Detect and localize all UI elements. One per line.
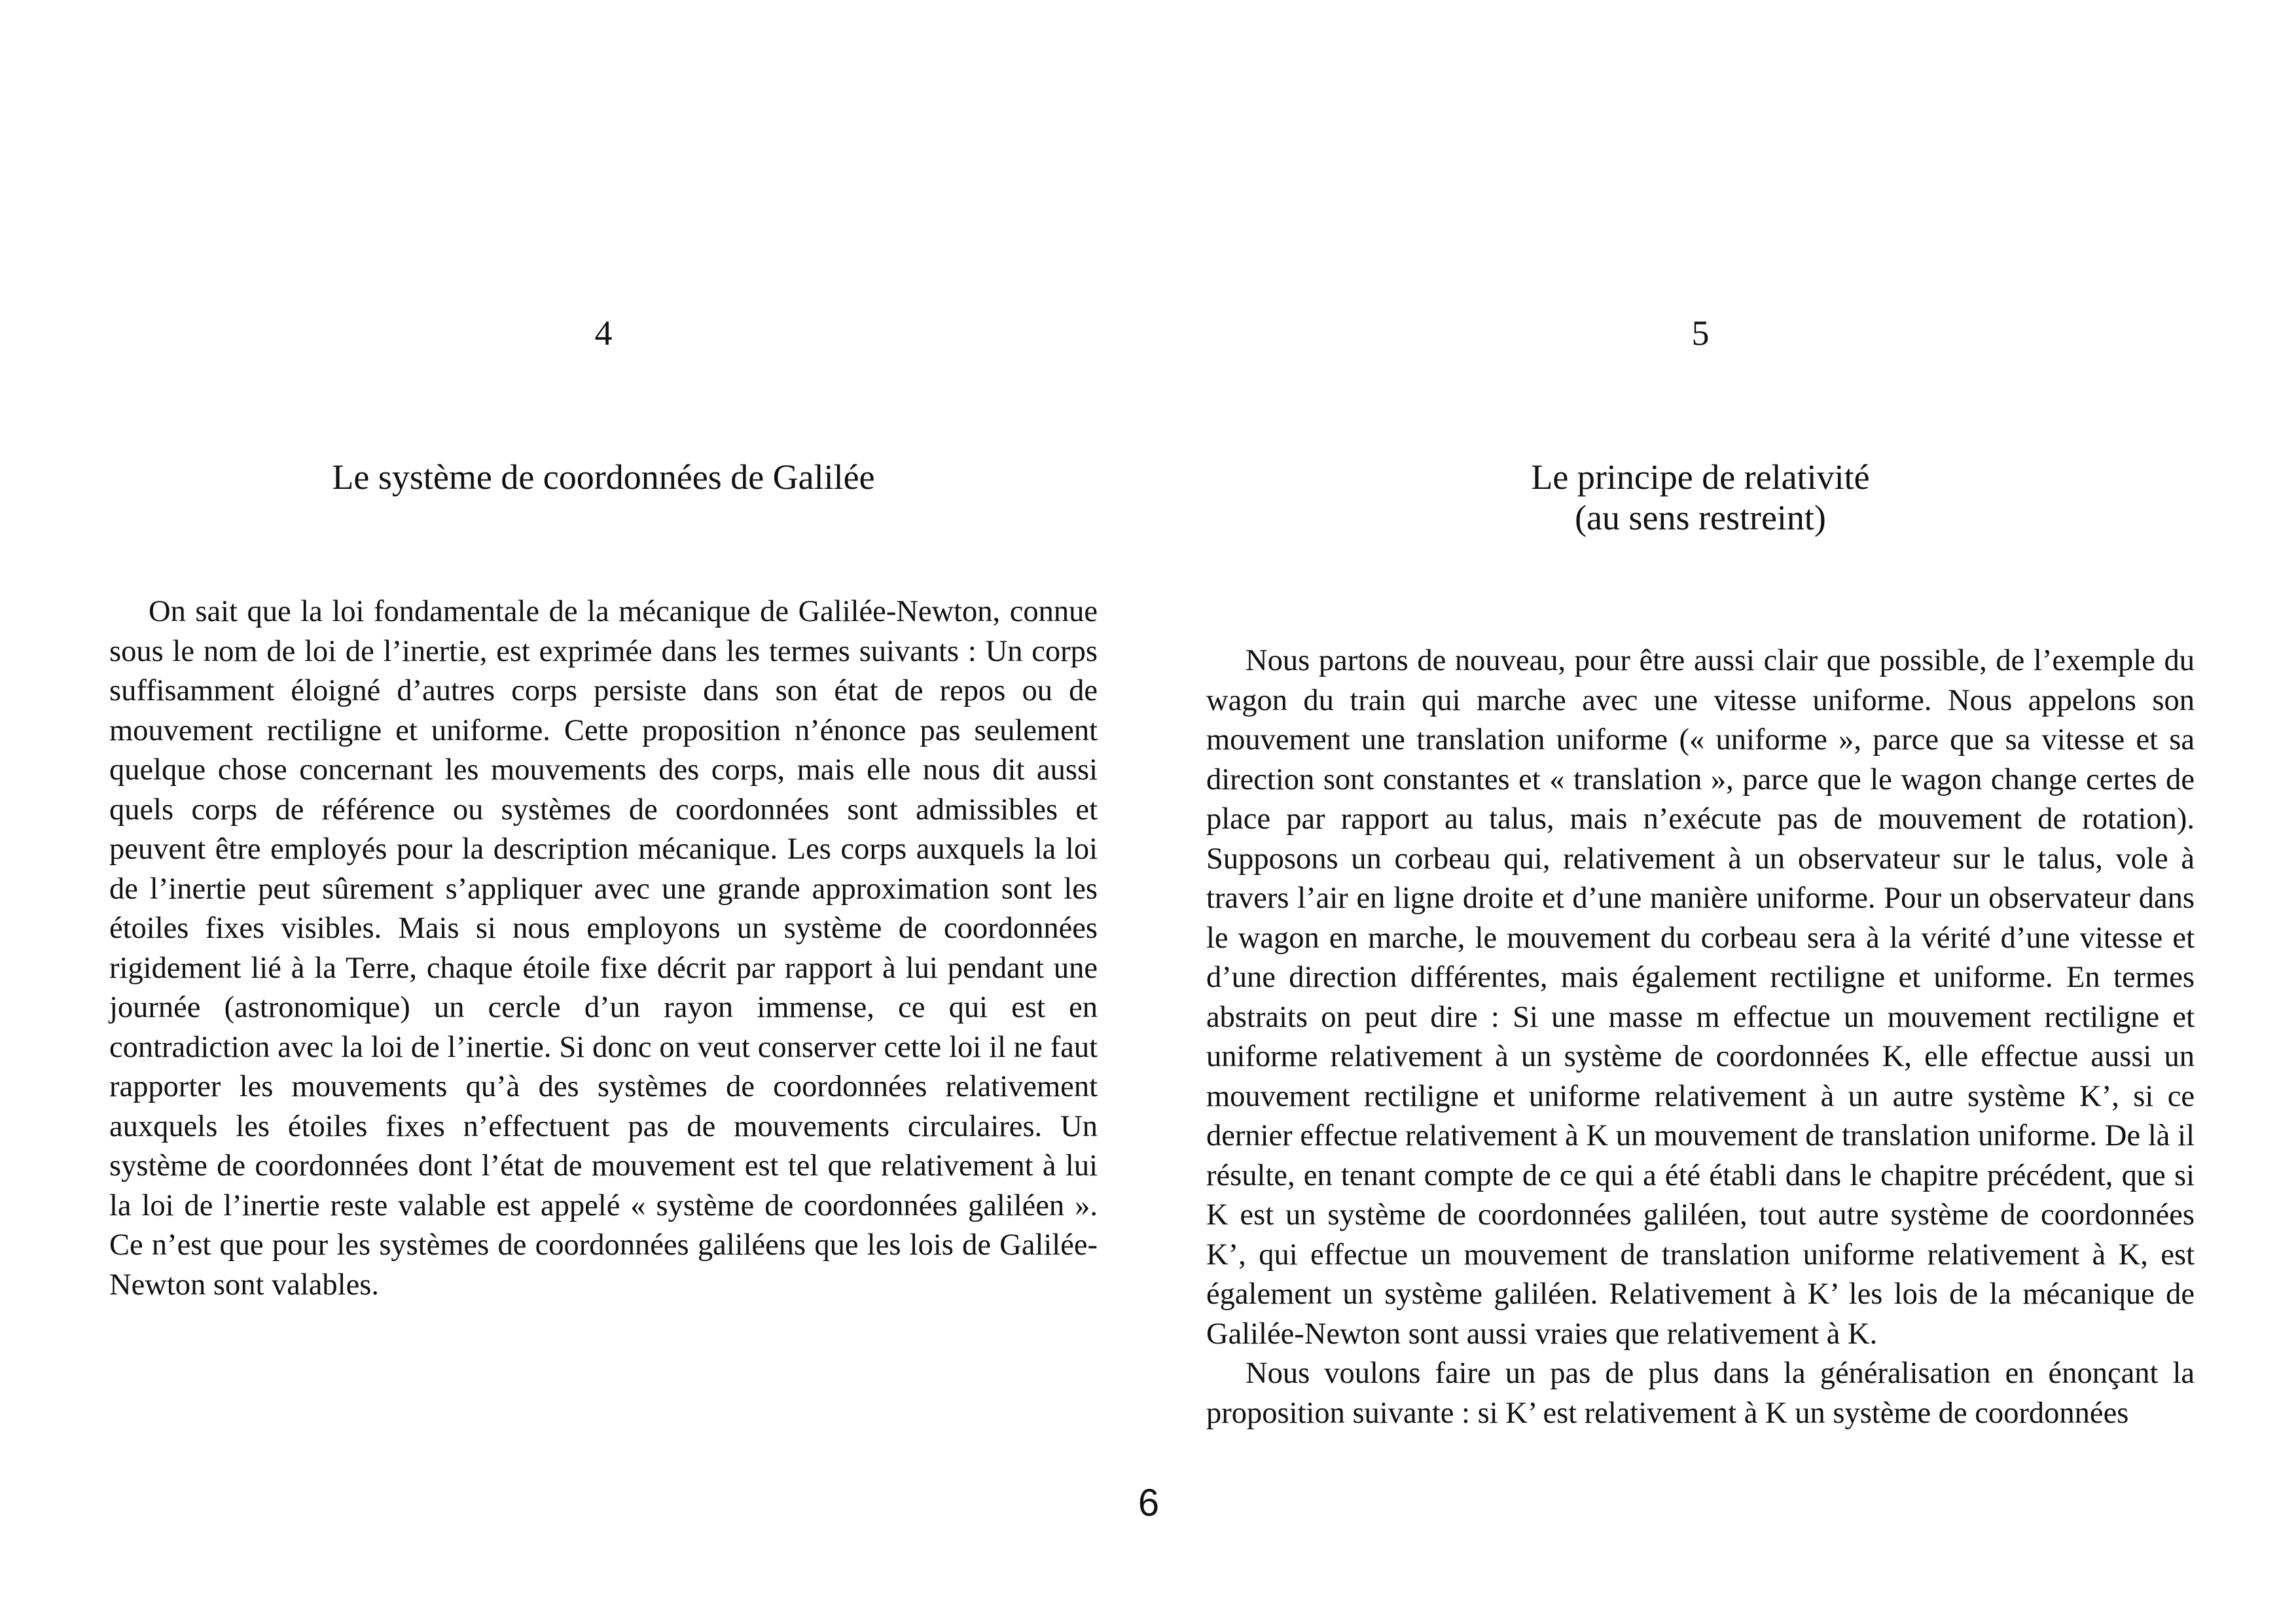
paragraph: Nous partons de nouveau, pour être aussi clair que possible, de l’exemple du wagon du train qui marche avec une vitesse uniforme. Nous appelons son mouvement une translation uniforme (« uniforme », parce que sa vitesse et sa direction sont constantes et « translation », parce que le wagon change certes de place par rapport au talus, mais n’exécute pas de mouvement de rotation). Supposons un corbeau qui, relativement à un observateur sur le talus, vole à travers l’air en ligne droite et d’une manière uniforme. Pour un observateur dans le wagon en marche, le mouvement du corbeau sera à la vérité d’une vitesse et d’une direction différentes, mais également rectiligne et uniforme. En termes abstraits on peut dire : Si une masse m effectue un mouvement rectiligne et uniforme relativement à un système de coordonnées K, elle effectue aussi un mouvement rectiligne et uniforme relativement à un autre système K’, si ce dernier effectue relativement à K un mouvement de translation uniforme. De là il résulte, en tenant compte de ce qui a été établi dans le chapitre précédent, que si K est un système de coordonnées galiléen, tout autre système de coordonnées K’, qui effectue un mouvement de translation uniforme relativement à K, est également un système galiléen. Relativement à K’ les lois de la mécanique de Galilée-Newton sont aussi vraies que relativement à K.: [1206, 644, 2195, 1351]
left-page: [109, 0, 1098, 1623]
paragraph: Nous voulons faire un pas de plus dans la généralisation en énonçant la proposition suivante : si K’ est relativement à K un système de coordonnées: [1206, 1357, 2195, 1430]
chapter-body: [1206, 641, 2195, 1433]
chapter-title-line: Le principe de relativité: [1531, 457, 1870, 497]
chapter-subtitle-line: (au sens restreint): [1575, 498, 1826, 537]
chapter-number: 5: [1691, 313, 1710, 353]
right-page: [1206, 0, 2195, 1623]
page-number: 6: [1138, 1482, 1160, 1524]
chapter-title: Le système de coordonnées de Galilée: [332, 457, 875, 497]
paragraph: On sait que la loi fondamentale de la mécanique de Galilée-Newton, connue sous le nom de loi de l’inertie, est exprimée dans les termes suivants : Un corps suffisamment éloigné d’autres corps persiste dans son état de repos ou de mouvement rectiligne et uniforme. Cette proposition n’énonce pas seulement quelque chose concernant les mouvements des corps, mais elle nous dit aussi quels corps de référence ou systèmes de coordonnées sont admissibles et peuvent être employés pour la description mécanique. Les corps auxquels la loi de l’inertie peut sûrement s’appliquer avec une grande approximation sont les étoiles fixes visibles. Mais si nous employons un système de coordonnées rigidement lié à la Terre, chaque étoile fixe décrit par rapport à lui pendant une journée (astronomique) un cercle d’un rayon immense, ce qui est en contradiction avec la loi de l’inertie. Si donc on veut conserver cette loi il ne faut rapporter les mouvements qu’à des systèmes de coordonnées relativement auxquels les étoiles fixes n’effectuent pas de mouvements circulaires. Un système de coordonnées dont l’état de mouvement est tel que relativement à lui la loi de l’inertie reste valable est appelé « système de coordonnées galiléen ». Ce n’est que pour les systèmes de coordonnées galiléens que les lois de Galilée-Newton sont valables.: [109, 595, 1098, 1302]
chapter-number: 4: [594, 313, 613, 353]
chapter-body: [109, 592, 1098, 1305]
chapter-title: [1206, 457, 2195, 538]
